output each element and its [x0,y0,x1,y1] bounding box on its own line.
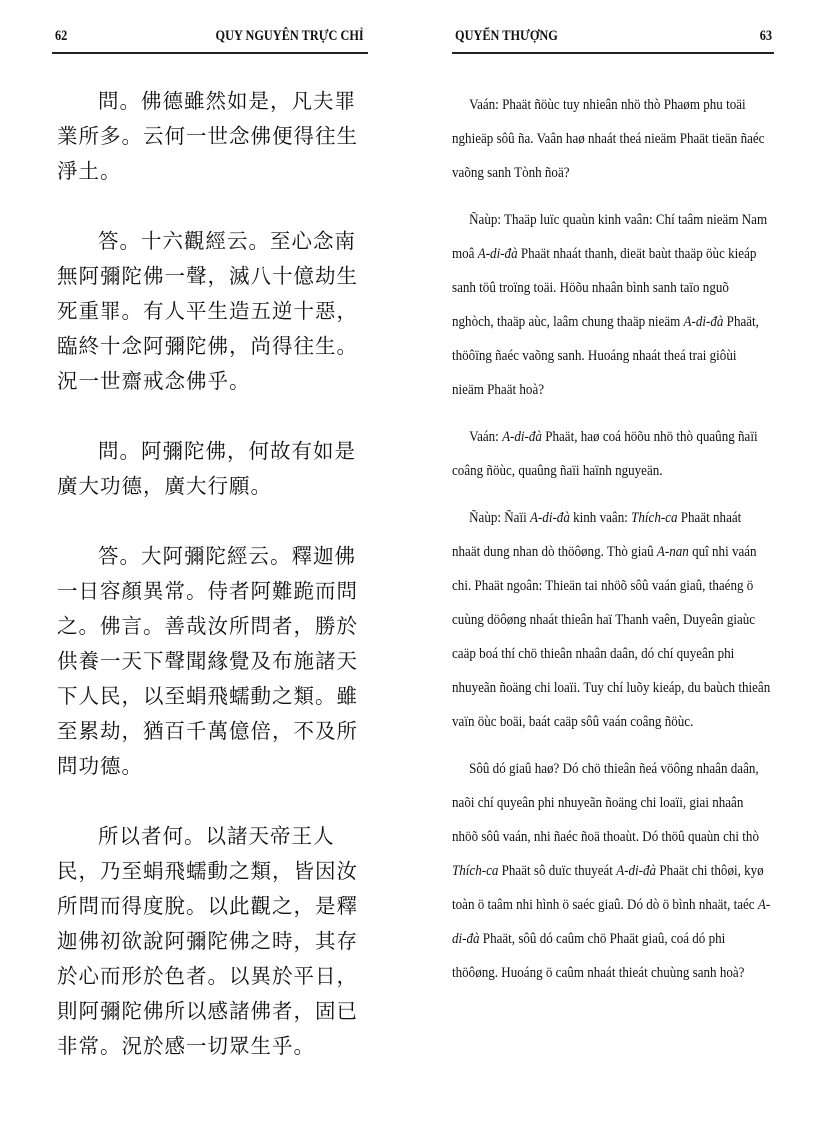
chinese-text-block [57,84,377,1099]
paragraph: 答。十六觀經云。至心念南無阿彌陀佛一聲，滅八十億劫生死重罪。有人平生造五逆十惡，臨終十念阿彌陀佛，尚得往生。況一世齋戒念佛乎。 [57,229,358,393]
paragraph: 答。大阿彌陀經云。釋迦佛一日容顏異常。侍者阿難跪而問之。佛言。善哉汝所問者，勝於供養一天下聲聞緣覺及布施諸天下人民，以至蜎飛蠕動之類。雖至累劫，猶百千萬億倍，不及所問功德。 [57,544,358,778]
running-title: QUY NGUYÊN TRỰC CHỈ [215,28,364,44]
paragraph: Sôû dó giaû haø? Dó chö thieân ñeá vöông nhaân daân, naõi chí quyeân phi nhuyeãn ñoäng chi loaïi, giai nhaân nhöõ sôû vaán, nhi ñaéc ñoä thoaùt. Dó thöû quaùn chi thò Thích-ca Phaät sô duïc thuyeát A-di-đà Phaät chi thôøi, kyø toàn ö taâm nhi hình ö saéc giaû. Dó dò ö bình nhaät, taéc A-di-đà Phaät, sôû dó caûm chö Phaät giaû, coá dó phi thöôøng. Huoáng ö caûm nhaát thieát chuùng sanh hoà? [452,761,771,981]
paragraph: Vaán: Phaät ñöùc tuy nhieân nhö thò Phaøm phu toäi nghieäp sôû ña. Vaân haø nhaát theá nieäm Phaät tieän ñaéc vaõng sanh Tònh ñoä? [452,97,765,181]
page-number: 62 [55,28,68,44]
paragraph: 所以者何。以諸天帝王人民，乃至蜎飛蠕動之類，皆因汝所問而得度脫。以此觀之，是釋迦佛初欲說阿彌陀佛之時，其存於心而形於色者。以異於平日，則阿彌陀佛所以感諸佛者，固已非常。況於感一切眾生乎。 [57,824,358,1058]
header-rule [452,52,774,54]
header-rule [52,52,368,54]
paragraph: 問。阿彌陀佛，何故有如是廣大功德，廣大行願。 [57,439,356,498]
paragraph: 問。佛德雖然如是，凡夫罪業所多。云何一世念佛便得往生淨土。 [57,89,358,183]
paragraph: Ñaùp: Ñaïi A-di-đà kinh vaân: Thích-ca Phaät nhaát nhaät dung nhan dò thöôøng. Thò giaû A-nan quî nhi vaán chi. Phaät ngoân: Thieän tai nhöõ sôû vaán giaû, thaéng ö cuùng döôøng nhaát thieân haï Thanh vaên, Duyeân giaùc caäp boá thí chö thieân nhaân daân, dó chí quyeân phi nhuyeãn ñoäng chi loaïi. Tuy chí luõy kieáp, du baùch thieân vaïn öùc boäi, baát caäp sôû vaán coâng ñöùc. [452,510,771,730]
page-number: 63 [759,28,772,44]
paragraph: Ñaùp: Thaäp luïc quaùn kinh vaân: Chí taâm nieäm Nam moâ A-di-đà Phaät nhaát thanh, dieät baùt thaäp öùc kieáp sanh töû troïng toäi. Höõu nhaân bình sanh taïo nguõ nghòch, thaäp aùc, laâm chung thaäp nieäm A-di-đà Phaät, thöôïng ñaéc vaõng sanh. Huoáng nhaát theá trai giôùi nieäm Phaät hoà? [452,212,768,398]
vietnamese-text-block [452,88,774,1003]
running-title: QUYỂN THƯỢNG [455,28,558,44]
paragraph: Vaán: A-di-đà Phaät, haø coá höõu nhö thò quaûng ñaïi coâng ñöùc, quaûng ñaïi haïnh nguyeän. [452,429,758,479]
